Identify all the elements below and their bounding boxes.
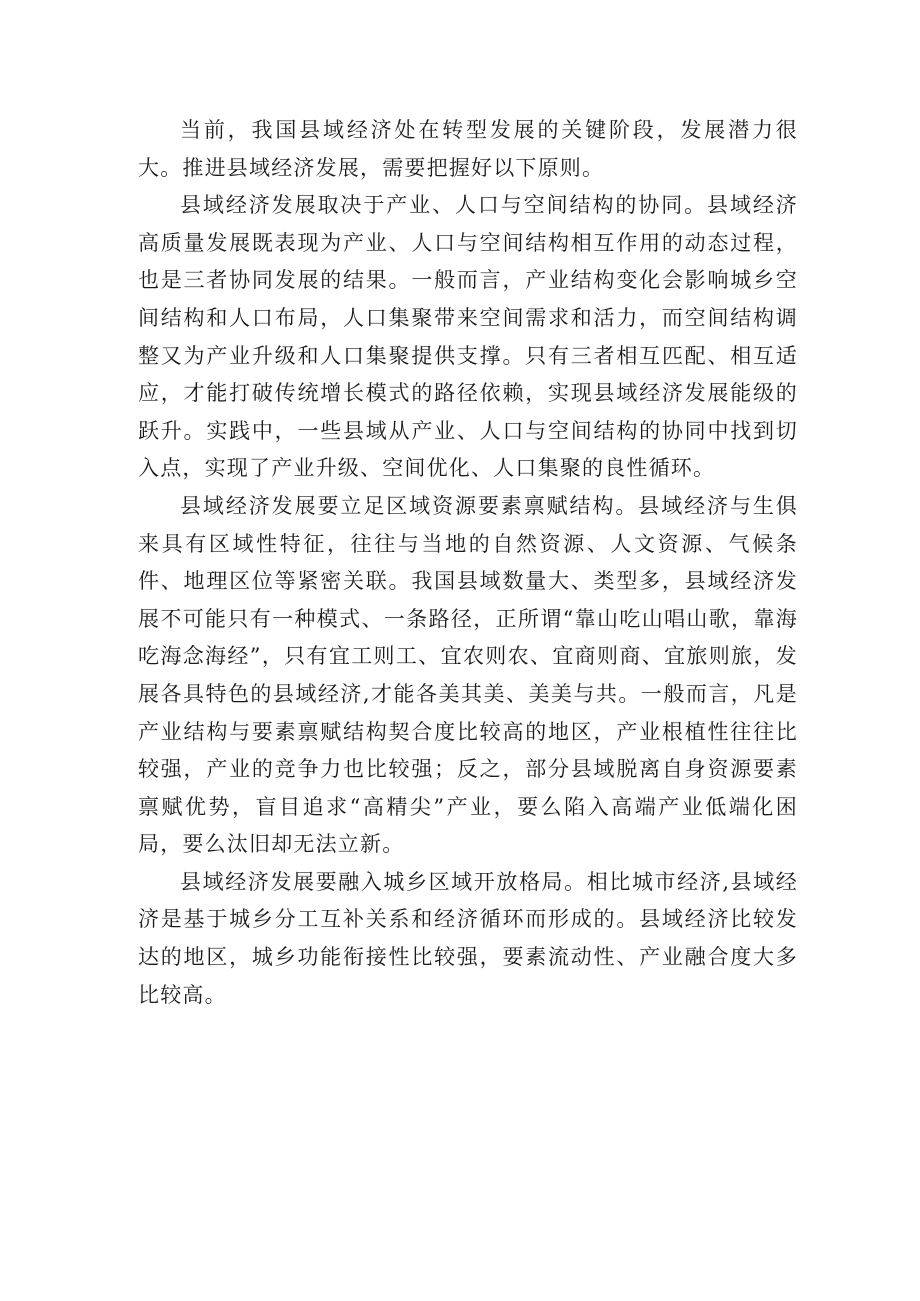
paragraph-intro: 当前，我国县域经济处在转型发展的关键阶段，发展潜力很大。推进县域经济发展，需要把握好以下原则。 — [138, 118, 798, 180]
paragraph-coordination: 县域经济发展取决于产业、人口与空间结构的协同。县域经济高质量发展既表现为产业、人口与空间结构相互作用的动态过程，也是三者协同发展的结果。一般而言，产业结构变化会影响城乡空间结构和人口布局，人口集聚带来空间需求和活力，而空间结构调整又为产业升级和人口集聚提供支撑。只有三者相互匹配、相互适应，才能打破传统增长模式的路径依赖，实现县域经济发展能级的跃升。实践中，一些县域从产业、人口与空间结构的协同中找到切入点，实现了产业升级、空间优化、人口集聚的良性循环。 — [138, 193, 798, 481]
paragraph-urban-rural-opening: 县域经济发展要融入城乡区域开放格局。相比城市经济,县域经济是基于城乡分工互补关系和经济循环而形成的。县域经济比较发达的地区，城乡功能衔接性比较强，要素流动性、产业融合度大多比较高。 — [138, 869, 798, 1007]
document-body — [138, 112, 798, 1014]
paragraph-resource-endowment: 县域经济发展要立足区域资源要素禀赋结构。县域经济与生俱来具有区域性特征，往往与当地的自然资源、人文资源、气候条件、地理区位等紧密关联。我国县域数量大、类型多，县域经济发展不可能只有一种模式、一条路径，正所谓“靠山吃山唱山歌，靠海吃海念海经”，只有宜工则工、宜农则农、宜商则商、宜旅则旅，发展各具特色的县域经济,才能各美其美、美美与共。一般而言，凡是产业结构与要素禀赋结构契合度比较高的地区，产业根植性往往比较强，产业的竞争力也比较强；反之，部分县域脱离自身资源要素禀赋优势，盲目追求“高精尖”产业，要么陷入高端产业低端化困局，要么汰旧却无法立新。 — [138, 493, 798, 857]
